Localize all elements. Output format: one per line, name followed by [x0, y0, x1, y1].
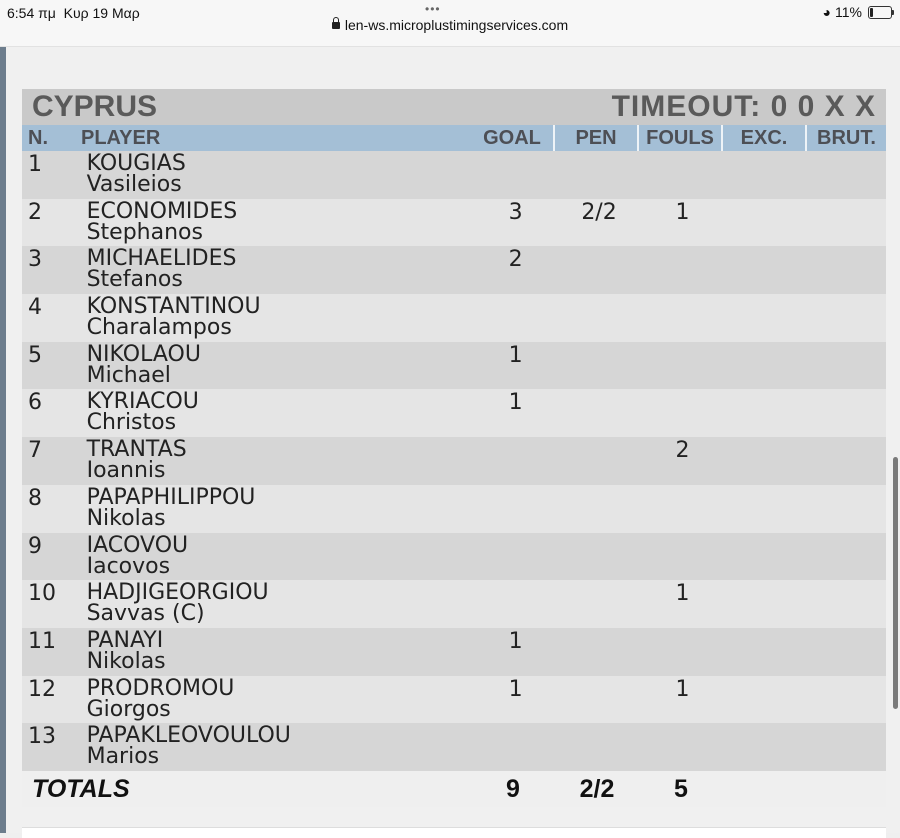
- player-name: [87, 580, 474, 628]
- player-pen: [557, 294, 640, 342]
- col-exc: EXC.: [723, 125, 807, 151]
- player-brut: [808, 485, 886, 533]
- player-brut: [808, 151, 886, 199]
- player-fouls: 1: [675, 676, 690, 702]
- col-goal: GOAL: [471, 125, 555, 151]
- player-surname: KOUGIAS: [86, 151, 186, 176]
- player-exc: [724, 676, 807, 724]
- player-pen: [557, 389, 640, 437]
- player-brut: [808, 676, 886, 724]
- col-pen: PEN: [555, 125, 639, 151]
- player-firstname: Vasileios: [86, 172, 182, 197]
- player-fouls: 1: [675, 199, 690, 225]
- player-name: [87, 628, 474, 676]
- wifi-icon: ◕: [822, 4, 832, 20]
- table-row: [22, 580, 886, 628]
- player-goal: 1: [508, 676, 523, 702]
- player-brut: [808, 389, 886, 437]
- team-header: [22, 89, 886, 125]
- player-pen: [557, 628, 640, 676]
- team-name: CYPRUS: [32, 90, 158, 123]
- player-goal: [474, 485, 557, 533]
- player-brut: [808, 246, 886, 294]
- player-exc: [724, 246, 807, 294]
- player-name: [87, 151, 474, 199]
- player-number: 11: [28, 628, 56, 654]
- player-surname: IACOVOU: [86, 532, 189, 558]
- player-exc: [724, 533, 807, 581]
- player-surname: PRODROMOU: [86, 675, 235, 701]
- player-brut: [808, 294, 886, 342]
- player-exc: [724, 628, 807, 676]
- lock-icon: [332, 22, 340, 29]
- player-fouls: [641, 723, 724, 771]
- player-firstname: Ioannis: [86, 458, 166, 484]
- totals-row: [22, 771, 886, 807]
- player-name: [87, 723, 474, 771]
- timeout-status: TIMEOUT: 0 0 X X: [611, 90, 876, 123]
- player-exc: [724, 723, 807, 771]
- player-firstname: Giorgos: [86, 696, 171, 722]
- player-brut: [808, 723, 886, 771]
- player-firstname: Stefanos: [86, 267, 183, 293]
- player-number: 12: [28, 676, 56, 702]
- player-pen: [557, 723, 640, 771]
- clock-text: 6:54 πμ: [7, 5, 56, 21]
- totals-pen: 2/2: [579, 774, 615, 803]
- table-row: [22, 533, 886, 581]
- player-exc: [724, 389, 807, 437]
- player-goal: 3: [508, 199, 523, 225]
- player-number: 8: [28, 485, 42, 511]
- table-row: [22, 723, 886, 771]
- player-surname: NIKOLAOU: [86, 341, 201, 367]
- player-exc: [724, 342, 807, 390]
- player-fouls: [641, 246, 724, 294]
- player-firstname: Savvas (C): [86, 601, 205, 627]
- player-brut: [808, 580, 886, 628]
- table-row: [22, 199, 886, 247]
- player-goal: [474, 533, 557, 581]
- player-number: 10: [28, 581, 56, 607]
- player-fouls: [641, 389, 724, 437]
- player-name: [87, 485, 474, 533]
- player-goal: [474, 294, 557, 342]
- table-row: [22, 437, 886, 485]
- player-fouls: [641, 151, 724, 199]
- player-number: 7: [28, 438, 42, 464]
- player-firstname: Marios: [86, 744, 160, 770]
- player-fouls: 1: [675, 581, 690, 607]
- player-pen: [557, 151, 640, 199]
- column-header-row: [22, 125, 886, 151]
- player-number: 5: [28, 342, 42, 368]
- player-brut: [808, 342, 886, 390]
- address-bar[interactable]: [0, 17, 900, 33]
- player-fouls: [641, 533, 724, 581]
- player-surname: HADJIGEORGIOU: [86, 580, 269, 606]
- player-number: 4: [28, 295, 42, 321]
- player-number: 9: [28, 533, 42, 559]
- player-firstname: Charalampos: [86, 315, 232, 341]
- date-text: Κυρ 19 Μαρ: [63, 5, 140, 21]
- status-bar: [0, 0, 900, 47]
- col-number: N.: [28, 127, 48, 149]
- table-row: [22, 628, 886, 676]
- player-pen: 2/2: [581, 199, 617, 225]
- battery-percent: 11%: [835, 4, 862, 20]
- player-exc: [724, 151, 807, 199]
- player-firstname: Nikolas: [86, 505, 166, 531]
- player-name: [87, 246, 474, 294]
- player-firstname: Michael: [86, 362, 171, 388]
- player-goal: [474, 151, 557, 199]
- totals-exc: [723, 771, 807, 807]
- table-row: [22, 676, 886, 724]
- totals-brut: [807, 771, 886, 807]
- player-name: [87, 676, 474, 724]
- totals-goal: 9: [506, 774, 520, 803]
- player-firstname: Nikolas: [86, 648, 166, 674]
- player-pen: [557, 676, 640, 724]
- player-exc: [724, 580, 807, 628]
- player-fouls: [641, 342, 724, 390]
- table-row: [22, 294, 886, 342]
- player-surname: PANAYI: [86, 627, 164, 653]
- totals-label: TOTALS: [32, 774, 130, 803]
- player-pen: [557, 580, 640, 628]
- table-row: [22, 342, 886, 390]
- player-surname: KONSTANTINOU: [86, 294, 261, 320]
- player-goal: 2: [508, 247, 523, 273]
- player-name: [87, 294, 474, 342]
- player-pen: [557, 533, 640, 581]
- player-pen: [557, 342, 640, 390]
- player-goal: 1: [508, 342, 523, 368]
- player-goal: [474, 580, 557, 628]
- totals-fouls: 5: [674, 774, 688, 803]
- player-number: 6: [28, 390, 42, 416]
- player-brut: [808, 628, 886, 676]
- player-goal: [474, 723, 557, 771]
- player-name: [87, 342, 474, 390]
- player-surname: ECONOMIDES: [86, 198, 238, 224]
- page-content[interactable]: [6, 47, 900, 833]
- player-goal: 1: [508, 390, 523, 416]
- player-surname: TRANTAS: [86, 437, 187, 463]
- scrollbar-thumb[interactable]: [893, 457, 898, 709]
- player-pen: [557, 485, 640, 533]
- col-fouls: FOULS: [639, 125, 723, 151]
- player-surname: KYRIACOU: [86, 389, 199, 415]
- team-stats-table: [22, 89, 886, 807]
- player-number: 2: [28, 199, 42, 225]
- player-surname: MICHAELIDES: [86, 246, 237, 272]
- player-surname: PAPAPHILIPPOU: [86, 484, 256, 510]
- player-fouls: [641, 628, 724, 676]
- table-row: [22, 485, 886, 533]
- player-exc: [724, 437, 807, 485]
- player-firstname: Christos: [86, 410, 177, 436]
- player-fouls: [641, 485, 724, 533]
- table-row: [22, 246, 886, 294]
- player-surname: PAPAKLEOVOULOU: [86, 723, 291, 749]
- player-pen: [557, 246, 640, 294]
- player-exc: [724, 199, 807, 247]
- player-firstname: Stephanos: [86, 219, 203, 245]
- table-row: [22, 389, 886, 437]
- player-number: 3: [28, 247, 42, 273]
- player-name: [87, 199, 474, 247]
- more-dots-icon[interactable]: •••: [425, 2, 441, 16]
- player-pen: [557, 437, 640, 485]
- player-goal: 1: [508, 628, 523, 654]
- player-fouls: 2: [675, 438, 690, 464]
- player-name: [87, 533, 474, 581]
- player-number: 13: [28, 724, 56, 750]
- battery-icon: [868, 6, 892, 19]
- player-goal: [474, 437, 557, 485]
- player-exc: [724, 294, 807, 342]
- player-exc: [724, 485, 807, 533]
- player-name: [87, 389, 474, 437]
- col-player: PLAYER: [81, 127, 161, 149]
- player-number: 1: [28, 152, 42, 177]
- status-indicators: [823, 4, 892, 20]
- player-brut: [808, 199, 886, 247]
- player-firstname: Iacovos: [86, 553, 171, 579]
- player-fouls: [641, 294, 724, 342]
- player-brut: [808, 533, 886, 581]
- url-text: len-ws.microplustimingservices.com: [344, 17, 569, 33]
- table-row: [22, 151, 886, 199]
- player-rows: [22, 151, 886, 771]
- col-brut: BRUT.: [817, 127, 876, 149]
- player-name: [87, 437, 474, 485]
- player-brut: [808, 437, 886, 485]
